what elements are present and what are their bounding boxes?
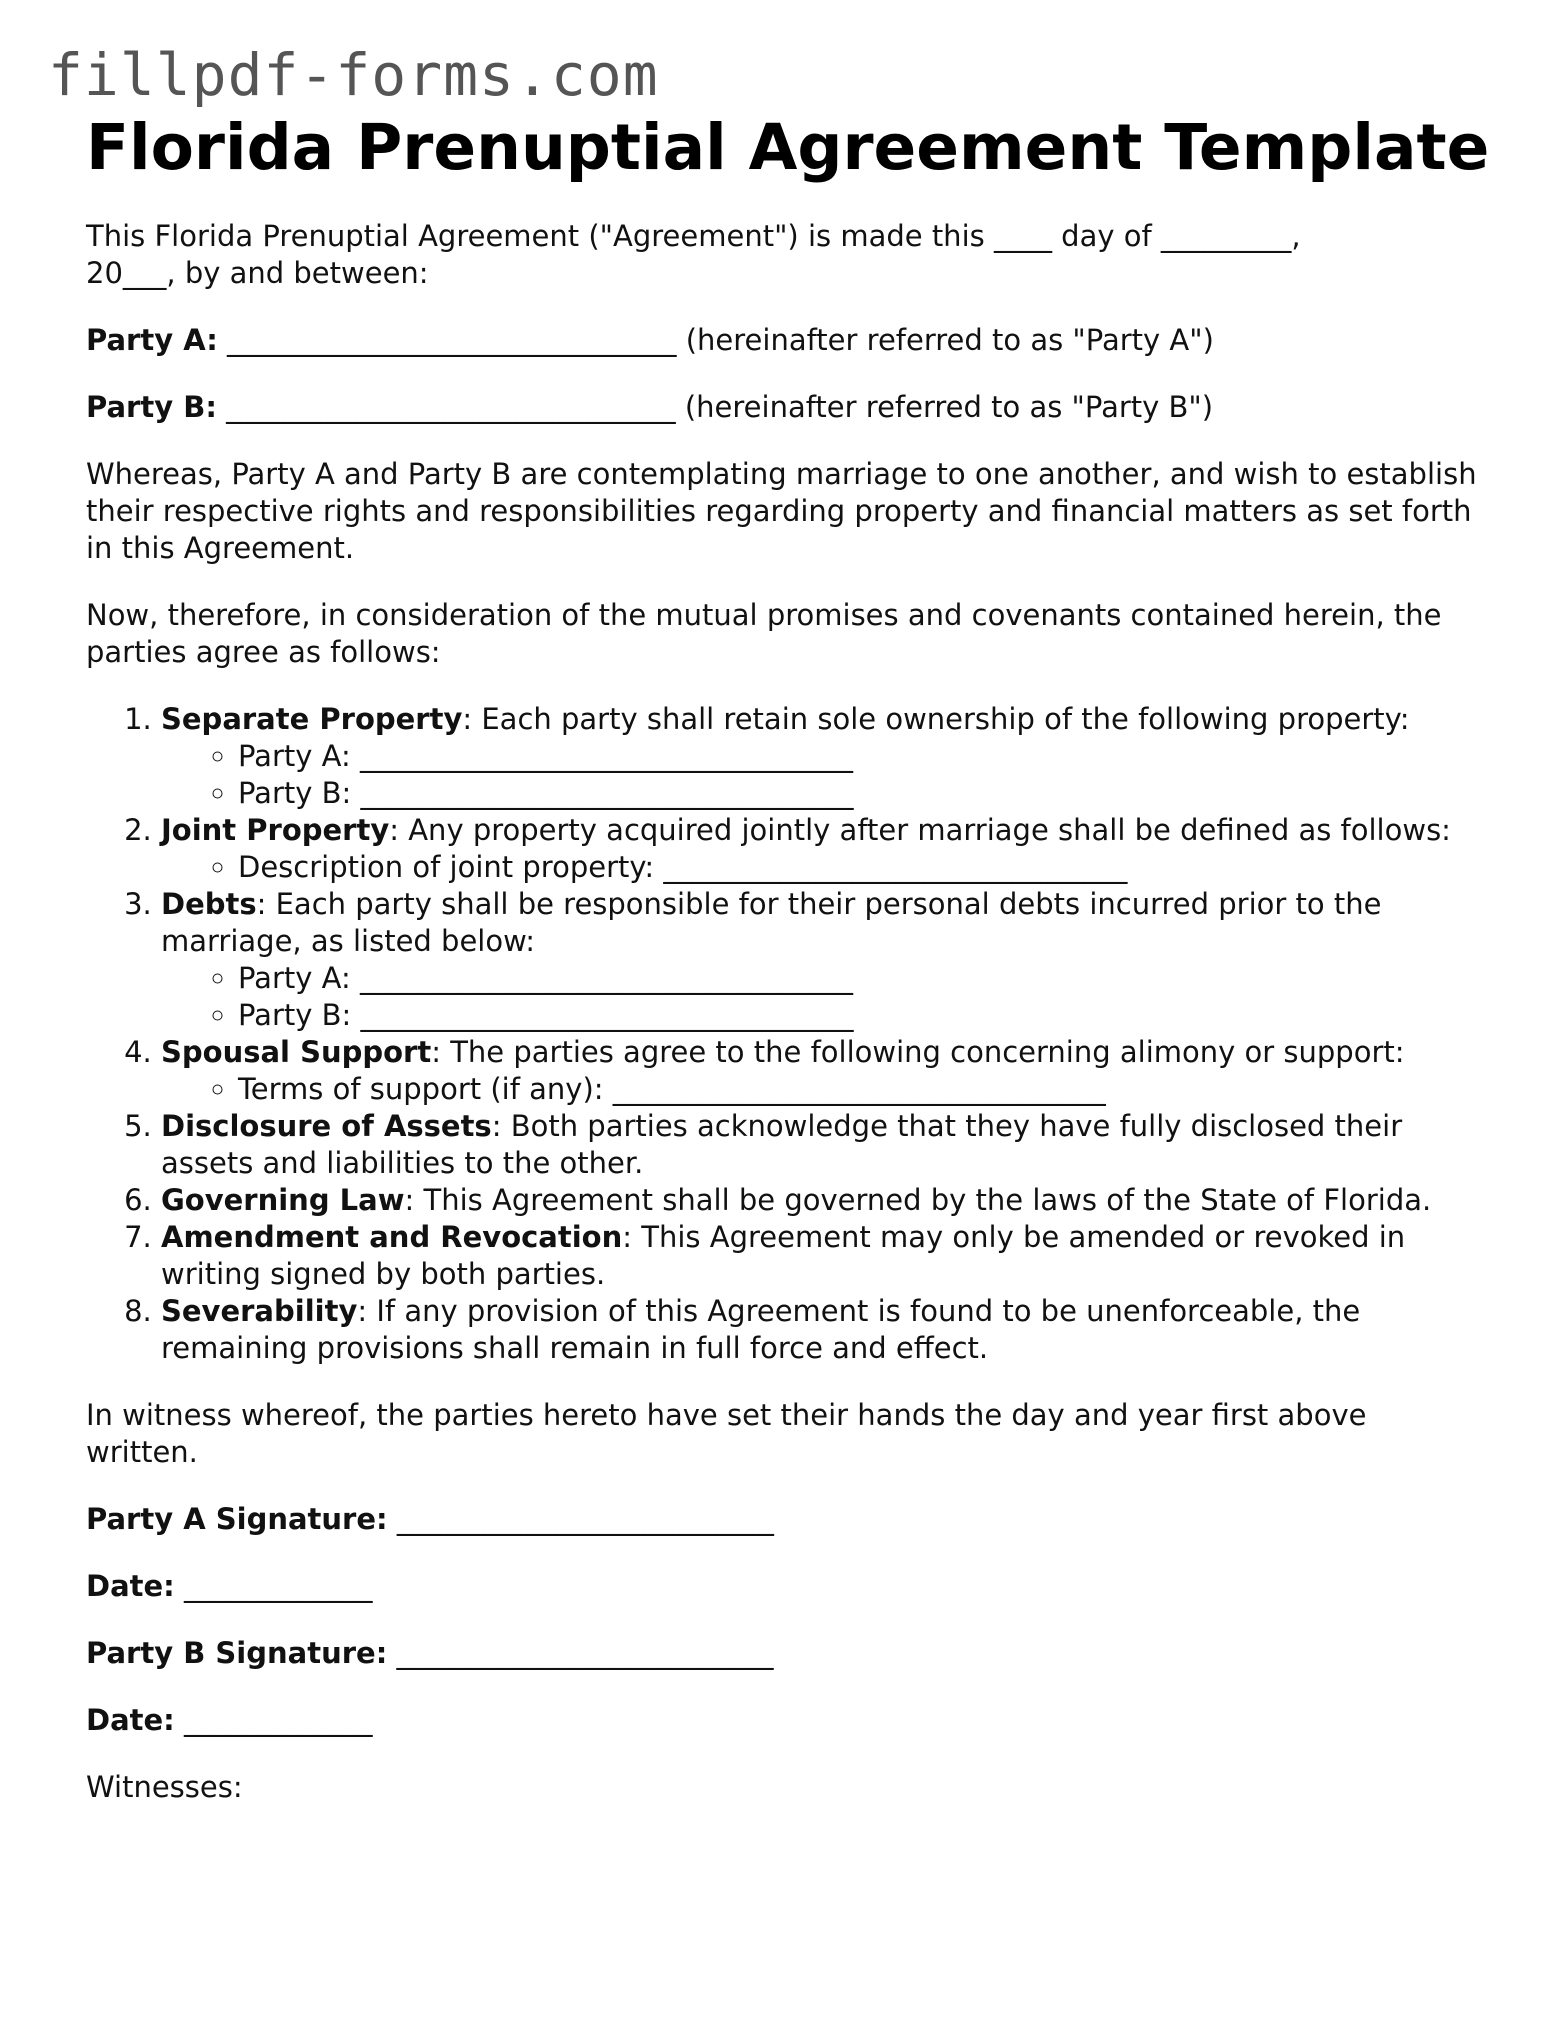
term-sublist <box>161 960 1486 1034</box>
term-title: Amendment and Revocation <box>161 1220 623 1254</box>
intro-line-1: This Florida Prenuptial Agreement ("Agreement") is made this ____ day of _________, <box>86 219 1301 253</box>
party-a-suffix: (hereinafter referred to as "Party A") <box>685 323 1214 357</box>
term-title: Disclosure of Assets <box>161 1109 492 1143</box>
party-b-suffix: (hereinafter referred to as "Party B") <box>684 390 1214 424</box>
term-governing-law <box>161 1182 1486 1219</box>
term-title: Spousal Support <box>161 1035 432 1069</box>
now-therefore-paragraph: Now, therefore, in consideration of the mutual promises and covenants contained herein, the parties agree as follows: <box>86 598 1442 669</box>
whereas-paragraph: Whereas, Party A and Party B are contemplating marriage to one another, and wish to establish their respective rights and responsibilities regarding property and financial matters as set forth in this Agreement. <box>86 457 1477 565</box>
witness-clause: In witness whereof, the parties hereto have set their hands the day and year first above written. <box>86 1398 1367 1469</box>
party-a-signature-line <box>86 1501 1486 1538</box>
document-body <box>86 110 1490 1806</box>
intro-line-2: 20___, by and between: <box>86 256 429 290</box>
watermark-logo: fillpdf-forms.com <box>48 41 659 109</box>
signature-label: Party B Signature: <box>86 1636 388 1670</box>
term-separate-property <box>161 701 1486 812</box>
term-sublist <box>161 849 1486 886</box>
party-a-signature-field[interactable]: __________________________ <box>396 1502 774 1536</box>
party-b-line <box>86 389 1486 426</box>
party-a-date-line <box>86 1568 1486 1605</box>
term-title: Severability <box>161 1294 358 1328</box>
term-sublist <box>161 1071 1486 1108</box>
party-b-name-field[interactable]: _______________________________ <box>226 390 676 424</box>
party-b-signature-field[interactable]: __________________________ <box>396 1636 774 1670</box>
terms-list <box>86 701 1486 1367</box>
term-text: : Each party shall retain sole ownership of the following property: <box>462 702 1410 736</box>
term-title: Joint Property <box>161 813 390 847</box>
term-title: Debts <box>161 887 257 921</box>
separate-property-party-a-field[interactable]: ◦ Party A: __________________________________ <box>238 738 1486 775</box>
witnesses-label: Witnesses: <box>86 1770 243 1804</box>
term-title: Separate Property <box>161 702 463 736</box>
term-text: : Both parties acknowledge that they have fully disclosed their assets and liabilities to the other. <box>161 1109 1403 1180</box>
term-text: : This Agreement may only be amended or revoked in writing signed by both parties. <box>161 1220 1406 1291</box>
party-a-label: Party A: <box>86 323 218 357</box>
party-b-label: Party B: <box>86 390 217 424</box>
term-text: : If any provision of this Agreement is found to be unenforceable, the remaining provisions shall remain in full force and effect. <box>161 1294 1361 1365</box>
party-a-line <box>86 322 1486 359</box>
term-title: Governing Law <box>161 1183 405 1217</box>
date-label: Date: <box>86 1703 175 1737</box>
term-joint-property <box>161 812 1486 886</box>
intro-paragraph <box>86 218 1486 292</box>
party-a-date-field[interactable]: _____________ <box>184 1569 373 1603</box>
term-severability <box>161 1293 1486 1367</box>
joint-property-description-field[interactable]: ◦ Description of joint property: ________________________________ <box>238 849 1486 886</box>
party-b-signature-line <box>86 1635 1486 1672</box>
term-text: : This Agreement shall be governed by the laws of the State of Florida. <box>404 1183 1432 1217</box>
debts-party-a-field[interactable]: ◦ Party A: __________________________________ <box>238 960 1486 997</box>
support-terms-field[interactable]: ◦ Terms of support (if any): __________________________________ <box>238 1071 1486 1108</box>
term-text: : The parties agree to the following concerning alimony or support: <box>431 1035 1405 1069</box>
party-b-date-field[interactable]: _____________ <box>184 1703 373 1737</box>
term-text: : Each party shall be responsible for their personal debts incurred prior to the marriage, as listed below: <box>161 887 1382 958</box>
term-amendment-and-revocation <box>161 1219 1486 1293</box>
page-title: Florida Prenuptial Agreement Template <box>86 111 1490 184</box>
signature-label: Party A Signature: <box>86 1502 388 1536</box>
separate-property-party-b-field[interactable]: ◦ Party B: __________________________________ <box>238 775 1486 812</box>
term-sublist <box>161 738 1486 812</box>
date-label: Date: <box>86 1569 175 1603</box>
term-text: : Any property acquired jointly after marriage shall be defined as follows: <box>389 813 1451 847</box>
party-b-date-line <box>86 1702 1486 1739</box>
debts-party-b-field[interactable]: ◦ Party B: __________________________________ <box>238 997 1486 1034</box>
party-a-name-field[interactable]: _______________________________ <box>227 323 677 357</box>
term-spousal-support <box>161 1034 1486 1108</box>
term-disclosure-of-assets <box>161 1108 1486 1182</box>
term-debts <box>161 886 1486 1034</box>
